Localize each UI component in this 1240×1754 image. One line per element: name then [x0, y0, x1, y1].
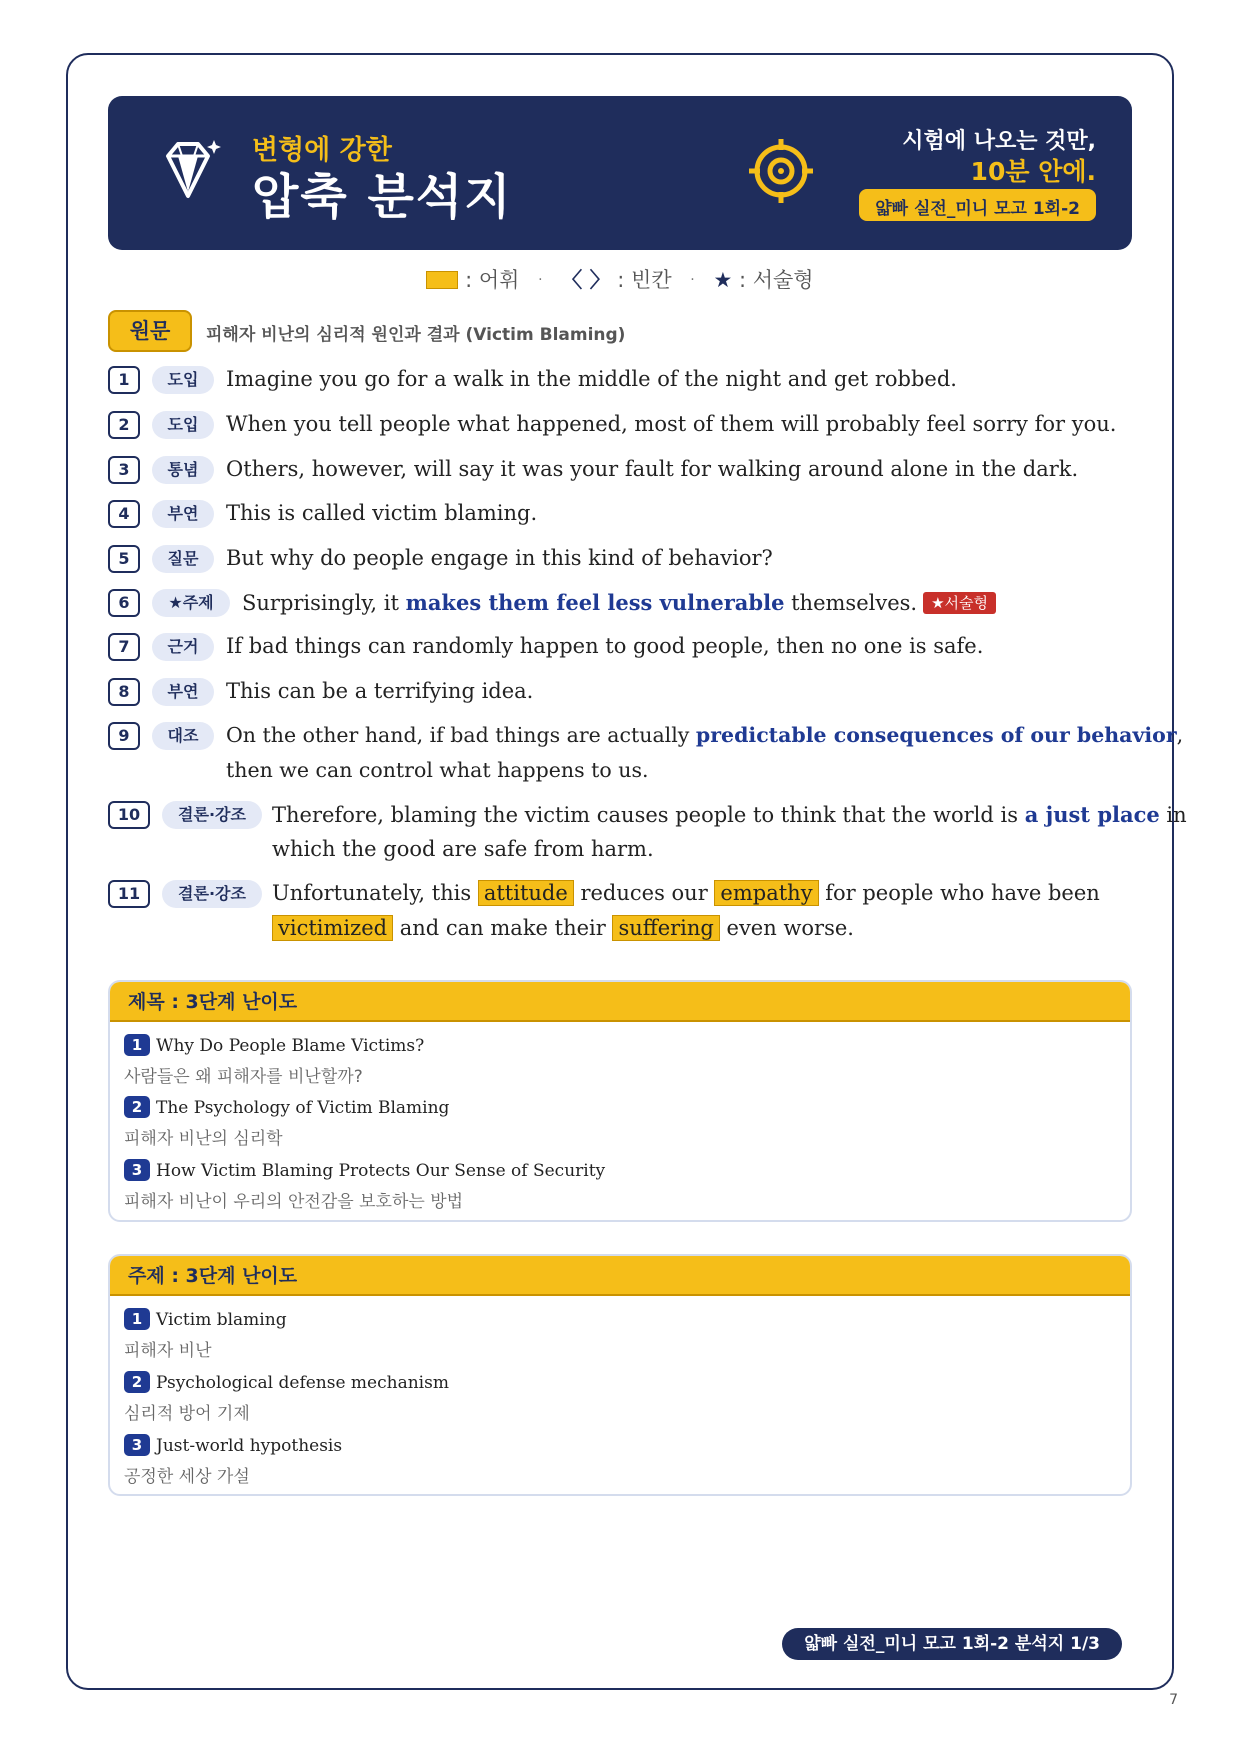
sentence-tag: 결론·강조: [162, 880, 262, 908]
option-number: 2: [124, 1371, 150, 1393]
sentence-number: 2: [108, 411, 140, 439]
title-option-3: [124, 1159, 605, 1212]
option-number: 1: [124, 1034, 150, 1056]
sentence-text-part: Surprisingly, it: [242, 591, 406, 615]
sentence-text-part: Unfortunately, this: [272, 881, 478, 905]
blank-highlight: makes them feel less vulnerable: [405, 590, 785, 615]
sentence-text: Imagine you go for a walk in the middle of the night and get robbed.: [226, 367, 957, 391]
sentence-text: If bad things can randomly happen to good people, then no one is safe.: [226, 634, 984, 658]
sentence-text: But why do people engage in this kind of behavior?: [226, 546, 773, 570]
sentence-text-line2: [272, 911, 854, 946]
header-pill: 얇빠 실전_미니 모고 1회-2: [859, 189, 1096, 221]
option-korean: 공정한 세상 가설: [124, 1467, 250, 1487]
sentence-text: When you tell people what happened, most of them will probably feel sorry for you.: [226, 412, 1117, 436]
option-english: Just-world hypothesis: [156, 1436, 343, 1456]
sentence-text-part: On the other hand, if bad things are actually: [226, 723, 696, 747]
sentence-text-part: Therefore, blaming the victim causes people to think that the world is: [272, 803, 1025, 827]
sentence-tag: 부연: [152, 500, 214, 528]
vocab-swatch: [426, 271, 458, 289]
header-title: 압축 분석지: [252, 169, 513, 225]
legend-separator: ·: [538, 272, 543, 288]
sentence-number: 5: [108, 545, 140, 573]
option-english: Victim blaming: [156, 1310, 287, 1330]
sentence-number: 4: [108, 500, 140, 528]
page-number: 7: [1169, 1692, 1178, 1708]
sentence-tag: 도입: [152, 411, 214, 439]
sentence-text-part: ,: [1176, 723, 1184, 747]
blank-highlight: a just place: [1024, 802, 1160, 827]
legend-blank: : 빈칸: [617, 268, 672, 292]
sentence-tag: 통념: [152, 456, 214, 484]
option-english: The Psychology of Victim Blaming: [156, 1098, 450, 1118]
option-korean: 피해자 비난의 심리학: [124, 1129, 283, 1149]
sentence-text-line2: which the good are safe from harm.: [272, 837, 654, 861]
option-korean: 피해자 비난: [124, 1341, 212, 1361]
option-english: Why Do People Blame Victims?: [156, 1036, 425, 1056]
sentence-number: 7: [108, 633, 140, 661]
diamond-icon: [158, 138, 222, 202]
option-number: 3: [124, 1434, 150, 1456]
option-number: 3: [124, 1159, 150, 1181]
blank-highlight: predictable consequences of our behavior: [695, 723, 1177, 747]
sentence-text-line2: then we can control what happens to us.: [226, 758, 649, 782]
sentence-tag: 대조: [152, 722, 214, 750]
sentence-text: [226, 718, 1183, 753]
sentence-number: 11: [108, 880, 150, 908]
title-box: [108, 980, 1132, 1222]
topic-option-2: [124, 1371, 449, 1424]
sentence-text: This can be a terrifying idea.: [226, 679, 534, 703]
sentence-text: [272, 876, 1100, 911]
header-tagline-2: 10분 안에.: [970, 157, 1096, 186]
sentence-number: 8: [108, 678, 140, 706]
essay-badge: ★서술형: [923, 592, 996, 614]
sentence-text: [242, 585, 996, 621]
vocab-highlight: suffering: [612, 915, 719, 941]
sentence-tag: 질문: [152, 545, 214, 573]
header-banner: [108, 96, 1132, 250]
target-icon: [748, 138, 814, 204]
sentence-text: [272, 797, 1187, 833]
sentence-tag: 도입: [152, 366, 214, 394]
sentence-text-part: even worse.: [719, 916, 854, 940]
legend: [0, 264, 1240, 294]
source-title: 피해자 비난의 심리적 원인과 결과 (Victim Blaming): [206, 325, 626, 345]
sentence-text: Others, however, will say it was your fault for walking around alone in the dark.: [226, 457, 1079, 481]
option-korean: 사람들은 왜 피해자를 비난할까?: [124, 1067, 363, 1087]
title-box-heading: 제목 : 3단계 난이도: [110, 982, 1130, 1022]
sentence-tag: 결론·강조: [162, 801, 262, 829]
sentence-number: 6: [108, 589, 140, 617]
vocab-highlight: victimized: [272, 915, 393, 941]
header-subtitle: 변형에 강한: [252, 135, 392, 166]
option-korean: 피해자 비난이 우리의 안전감을 보호하는 방법: [124, 1192, 464, 1212]
star-icon: ★: [713, 268, 733, 292]
title-option-1: [124, 1034, 424, 1087]
sentence-number: 9: [108, 722, 140, 750]
sentence-text-part: in: [1159, 803, 1187, 827]
option-english: How Victim Blaming Protects Our Sense of Security: [156, 1161, 606, 1181]
sentence-number: 3: [108, 456, 140, 484]
sentence-tag: 근거: [152, 633, 214, 661]
topic-box: [108, 1254, 1132, 1496]
sentence-text-part: themselves.: [784, 591, 918, 615]
title-option-2: [124, 1096, 449, 1149]
sentence-text: This is called victim blaming.: [226, 501, 538, 525]
footer-pill: 얇빠 실전_미니 모고 1회-2 분석지 1/3: [782, 1628, 1122, 1660]
vocab-highlight: empathy: [714, 880, 818, 906]
legend-blank-symbol: 〈 〉: [561, 268, 611, 292]
legend-separator: ·: [690, 272, 695, 288]
legend-vocab: : 어휘: [465, 268, 520, 292]
source-badge: 원문: [108, 310, 192, 352]
option-number: 1: [124, 1308, 150, 1330]
sentence-text-part: and can make their: [393, 916, 613, 940]
legend-essay: : 서술형: [738, 268, 814, 292]
header-tagline-1: 시험에 나오는 것만,: [902, 129, 1096, 154]
topic-box-heading: 주제 : 3단계 난이도: [110, 1256, 1130, 1296]
sentence-number: 10: [108, 801, 150, 829]
topic-option-1: [124, 1308, 287, 1361]
sentence-text-part: reduces our: [573, 881, 715, 905]
vocab-highlight: attitude: [478, 880, 574, 906]
option-english: Psychological defense mechanism: [156, 1373, 449, 1393]
sentence-tag: 부연: [152, 678, 214, 706]
option-number: 2: [124, 1096, 150, 1118]
option-korean: 심리적 방어 기제: [124, 1404, 250, 1424]
sentence-number: 1: [108, 366, 140, 394]
sentence-tag: ★주제: [152, 589, 230, 617]
sentence-text-part: for people who have been: [818, 881, 1100, 905]
topic-option-3: [124, 1434, 342, 1487]
